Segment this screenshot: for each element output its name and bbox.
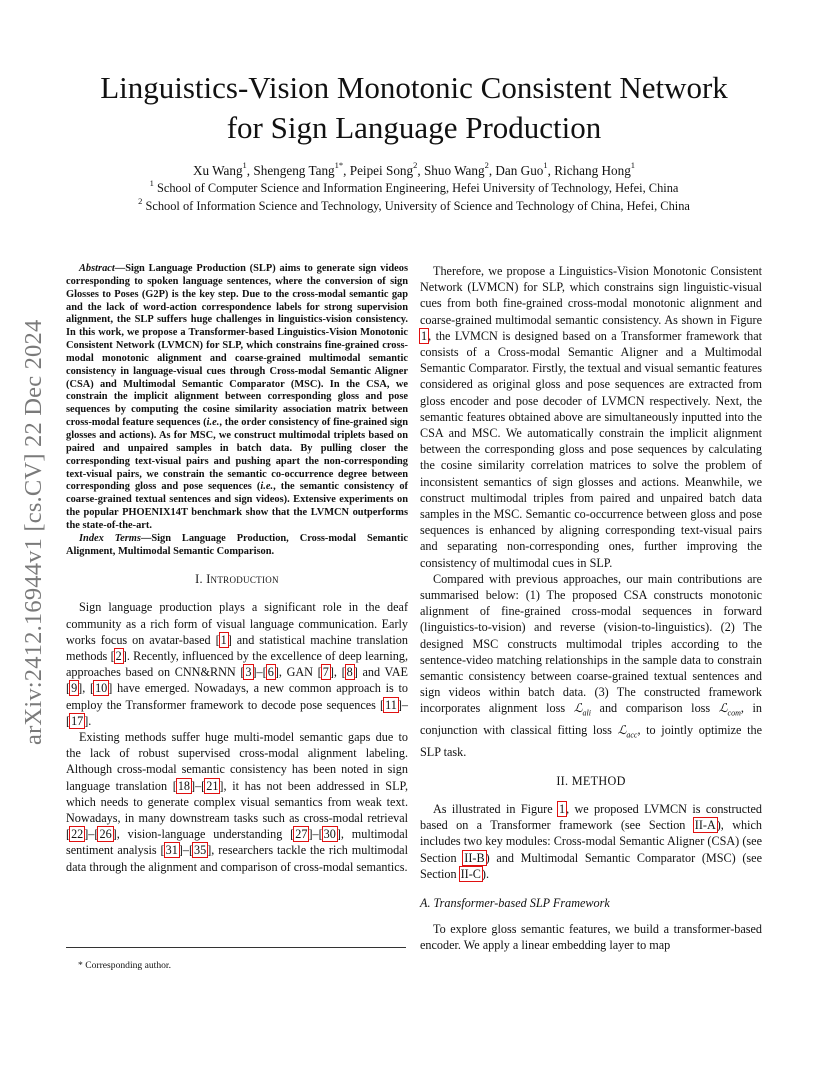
author-affil-mark: 1* — [334, 160, 344, 170]
title-line-1: Linguistics-Vision Monotonic Consistent Network — [100, 70, 728, 105]
citation-link[interactable]: 26 — [99, 827, 112, 842]
author-affil-mark: 2 — [413, 160, 418, 170]
paper-title — [40, 68, 788, 148]
right-paragraph-1: Therefore, we propose a Linguistics-Vision Monotonic Consistent Network (LVMCN) for SLP, which constrains sign linguistic-visual cues from both fine-grained cross-modal monotonic alignment and coarse-grained multimodal semantic consistency. As shown in Figure 1, the LVMCN is designed based on a Transformer framework that consists of a Cross-modal Semantic Aligner and a Multimodal Semantic Comparator. Firstly, the textual and visual semantic features considered as original gloss and pose sequences are extracted from gloss encoder and pose decoder of LVMCN respectively. Next, the semantic features obtained above are simultaneously inputted into the CSA and MSC. We automatically constrain the implicit alignment between the corresponding gloss and pose sequences by calculating the cosine similarity correlation matrices to solve the problem of inconsistent semantics of sign glosses and actions. Meanwhile, we construct multimodal triples from paired and unpaired batch data samples in the MSC. Semantic co-occurrence between gloss and pose sequences is enhanced by aligning corresponding text-visual pairs and separating non-corresponding ones, further improving the consistency of multimodal cues in SLP. — [420, 264, 762, 570]
arxiv-identifier: arXiv:2412.16944v1 [cs.CV] 22 Dec 2024 — [20, 319, 47, 745]
section-link[interactable]: II-A — [694, 818, 716, 833]
affiliation-1: $^1$ School of Computer Science and Information Engineering, Hefei University of Technology, Hefei, China — [149, 178, 679, 195]
footnote-rule — [66, 947, 406, 948]
author-name: Xu Wang — [192, 163, 243, 178]
citation-link[interactable]: 21 — [206, 778, 219, 793]
citation-link[interactable]: 18 — [177, 778, 191, 793]
section-link[interactable]: II-B — [464, 850, 485, 865]
author-list: Xu Wang$^1$, Shengeng Tang$^{1*}$, Peipei Song$^2$, Shuo Wang$^2$, Dan Guo$^1$, Richang Hong$^1$ — [192, 160, 636, 178]
abstract: Abstract—Sign Language Production (SLP) aims to generate sign videos corresponding to spoken language sentences, where the conversion of sign Glosses to Poses (G2P) is the key step. Due to the cross-modal semantic gap and the lack of word-action correspondence labels for strong supervision alignment, the SLP suffers huge challenges in linguistics-vision consistency. In this work, we propose a Transformer-based Linguistics-Vision Monotonic Consistent Network (LVMCN) for SLP, which constrains fine-grained cross-modal monotonic alignment and coarse-grained multimodal semantic consistency in language-visual cues through Cross-modal Semantic Aligner (CSA) and Multimodal Semantic Comparator (MSC). In the CSA, we constrain the implicit alignment between corresponding gloss and pose sequences by computing the cosine similarity association matrix between cross-modal feature sequences (i.e., the order consistency of fine-grained sign glosses and actions). As for MSC, we construct multimodal triplets based on paired and unpaired samples in batch data. By pulling closer the corresponding text-visual pairs and pushing apart the non-corresponding text-visual pairs, we constrain the semantic co-occurrence degree between corresponding gloss and pose sequences (i.e., the semantic consistency of coarse-grained textual sentences and sign videos). Extensive experiments on the popular PHOENIX14T benchmark show that the LVMCN outperforms the state-of-the-art. — [66, 263, 408, 531]
citation-link[interactable]: 2 — [115, 649, 122, 664]
citation-link[interactable]: 1 — [220, 632, 227, 647]
citation-link[interactable]: 22 — [71, 827, 84, 842]
author-affil-mark: 1 — [543, 160, 548, 170]
figure-link[interactable]: 1 — [559, 801, 566, 816]
left-column — [66, 263, 408, 875]
citation-link[interactable]: 35 — [194, 843, 207, 858]
citation-link[interactable]: 11 — [385, 697, 397, 712]
citation-link[interactable]: 31 — [165, 843, 178, 858]
affiliation-2: $^2$ School of Information Science and Technology, University of Science and Technology of China, Hefei, China — [138, 196, 690, 213]
method-paragraph-2: To explore gloss semantic features, we build a transformer-based encoder. We apply a linear embedding layer to map — [420, 921, 762, 953]
citation-link[interactable]: 10 — [95, 681, 108, 696]
author-affil-mark: 1 — [630, 160, 636, 170]
title-line-2: for Sign Language Production — [226, 110, 602, 145]
intro-paragraph-1: Sign language production plays a significant role in the deaf community as a rich form of visual language communication. Early works focus on avatar-based [1] and statistical machine translation methods [2]. Recently, influenced by the excellence of deep learning, approaches based on CNN&RNN [3]–[6], GAN [7], [8] and VAE [9], [10] have emerged. Nowadays, a new common approach is to employ the Transformer framework to decode pose sequences [11]–[17]. — [66, 600, 408, 728]
author-name: Shengeng Tang — [253, 163, 335, 178]
right-paragraph-2: Compared with previous approaches, our main contributions are summarised below: (1) The proposed CSA constructs monotonic alignment of fine-grained cross-modal sequences in forward (linguistics-to-vision) and reverse (vision-to-linguistics). (2) The designed MSC constructs multimodal triples according to the sentence-video matching relationships in the sample data to constrain semantic consistency between coarse-grained textual sentences and sign videos within batch data. (3) The constructed framework incorporates alignment loss ℒ$_{ali}$ and comparison loss ℒ$_{com}$, in conjunction with classical fitting loss ℒ$_{acc}$, to jointly optimize the SLP task. — [420, 571, 762, 759]
citation-link[interactable]: 8 — [346, 665, 353, 680]
author-affil-mark: 1 — [242, 160, 247, 170]
figure-link[interactable]: 1 — [421, 328, 428, 343]
author-name: Peipei Song — [349, 163, 414, 178]
section-link[interactable]: II-C — [460, 866, 481, 881]
method-paragraph-1: As illustrated in Figure 1, we proposed LVMCN is constructed based on a Transformer framework (see Section II-A), which includes two key modules: Cross-modal Semantic Aligner (CSA) (see Section II-B) and Multimodal Semantic Comparator (MSC) (see Section II-C). — [420, 801, 762, 881]
footnote: * Corresponding author. — [78, 960, 171, 971]
author-name: Dan Guo — [495, 163, 544, 178]
section-title-method: II. METHOD — [556, 773, 626, 788]
citation-link[interactable]: 7 — [322, 665, 329, 680]
citation-link[interactable]: 9 — [71, 681, 78, 696]
citation-link[interactable]: 30 — [323, 827, 336, 842]
author-name: Shuo Wang — [423, 163, 485, 178]
section-title-introduction: I. Introduction — [195, 572, 279, 587]
index-terms: Index Terms—Sign Language Production, Cross-modal Semantic Alignment, Multimodal Semantic Comparison. — [66, 532, 408, 557]
subsection-title-a: A. Transformer-based SLP Framework — [420, 895, 610, 910]
citation-link[interactable]: 27 — [295, 827, 308, 842]
right-column — [420, 263, 762, 953]
author-affil-mark: 2 — [484, 160, 489, 170]
intro-paragraph-2: Existing methods suffer huge multi-model semantic gaps due to the lack of robust supervised cross-modal alignment labeling. Although cross-modal semantic consistency has been noted in sign language translation [18]–[21], it has not been addressed in SLP, which needs to generate complex visual semantics from weak text. Nowadays, in many downstream tasks such as cross-modal retrieval [22]–[26], vision-language understanding [27]–[30], multimodal sentiment analysis [31]–[35], researchers tackle the rich multimodal data through the alignment and comparison of cross-modal semantics. — [66, 730, 408, 874]
citation-link[interactable]: 3 — [245, 665, 252, 680]
citation-link[interactable]: 6 — [267, 665, 274, 680]
author-name: Richang Hong — [554, 163, 631, 178]
citation-link[interactable]: 17 — [71, 713, 84, 728]
